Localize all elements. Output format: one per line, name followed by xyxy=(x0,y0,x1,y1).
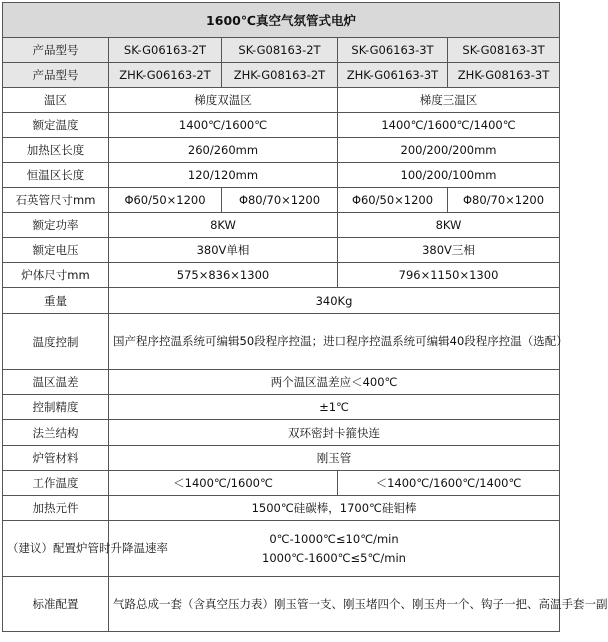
row-label: 温度控制 xyxy=(3,314,109,370)
table-cell: ZHK-G06163-2T xyxy=(109,63,222,88)
table-row xyxy=(3,471,560,496)
table-cell: 260/260mm xyxy=(109,138,338,163)
row-label: 恒温区长度 xyxy=(3,163,109,188)
table-cell: 梯度双温区 xyxy=(109,88,338,113)
table-row xyxy=(3,38,560,63)
table-row xyxy=(3,521,560,577)
table-cell: SK-G08163-2T xyxy=(222,38,338,63)
table-row xyxy=(3,188,560,213)
table-cell: 国产程序控温系统可编辑50段程序控温；进口程序控温系统可编辑40段程序控温（选配） xyxy=(109,314,560,370)
table-cell: ZHK-G08163-2T xyxy=(222,63,338,88)
table-cell: 8KW xyxy=(338,213,560,238)
row-label: 温区 xyxy=(3,88,109,113)
row-label: 炉体尺寸mm xyxy=(3,263,109,288)
table-cell: 刚玉管 xyxy=(109,446,560,471)
title-row xyxy=(3,3,560,38)
table-cell: 200/200/200mm xyxy=(338,138,560,163)
table-cell: 1400℃/1600℃ xyxy=(109,113,338,138)
table-row xyxy=(3,63,560,88)
table-cell xyxy=(109,521,560,577)
table-cell: Φ60/50×1200 xyxy=(109,188,222,213)
row-label: 额定温度 xyxy=(3,113,109,138)
table-row xyxy=(3,395,560,420)
ramp-rate-line: 0℃-1000℃≤10℃/min xyxy=(269,531,399,546)
row-label: 重量 xyxy=(3,288,109,314)
row-label: 工作温度 xyxy=(3,471,109,496)
table-cell: 8KW xyxy=(109,213,338,238)
table-row xyxy=(3,113,560,138)
table-row xyxy=(3,370,560,395)
table-cell: 梯度三温区 xyxy=(338,88,560,113)
table-row xyxy=(3,446,560,471)
table-cell: 380V单相 xyxy=(109,238,338,263)
table-row xyxy=(3,314,560,370)
table-cell: ±1℃ xyxy=(109,395,560,420)
table-title: 1600℃真空气氛管式电炉 xyxy=(3,3,560,38)
table-cell: ZHK-G06163-3T xyxy=(338,63,448,88)
table-row xyxy=(3,577,560,632)
table-cell: 100/200/100mm xyxy=(338,163,560,188)
table-cell: Φ80/70×1200 xyxy=(222,188,338,213)
table-row xyxy=(3,163,560,188)
table-cell: SK-G08163-3T xyxy=(448,38,560,63)
table-row xyxy=(3,138,560,163)
table-cell: 796×1150×1300 xyxy=(338,263,560,288)
spec-sheet xyxy=(2,2,608,632)
table-cell: ZHK-G08163-3T xyxy=(448,63,560,88)
row-label: 炉管材料 xyxy=(3,446,109,471)
row-label: 产品型号 xyxy=(3,38,109,63)
table-cell: 120/120mm xyxy=(109,163,338,188)
row-label: 额定电压 xyxy=(3,238,109,263)
table-cell: Φ80/70×1200 xyxy=(448,188,560,213)
table-cell: 380V三相 xyxy=(338,238,560,263)
row-label: 加热元件 xyxy=(3,496,109,521)
table-cell: 575×836×1300 xyxy=(109,263,338,288)
table-cell: 双环密封卡箍快连 xyxy=(109,420,560,446)
row-label: 温区温差 xyxy=(3,370,109,395)
spec-table xyxy=(2,2,608,632)
table-row xyxy=(3,496,560,521)
table-cell: 1400℃/1600℃/1400℃ xyxy=(338,113,560,138)
table-row xyxy=(3,213,560,238)
table-cell: 340Kg xyxy=(109,288,560,314)
row-label: （建议）配置炉管时升降温速率 xyxy=(3,521,109,577)
table-cell: SK-G06163-3T xyxy=(338,38,448,63)
row-label: 标准配置 xyxy=(3,577,109,632)
table-cell: 1500℃硅碳棒，1700℃硅钼棒 xyxy=(109,496,560,521)
table-row xyxy=(3,263,560,288)
row-label: 法兰结构 xyxy=(3,420,109,446)
ramp-rate-line: 1000℃-1600℃≤5℃/min xyxy=(262,550,406,565)
table-row xyxy=(3,88,560,113)
table-row xyxy=(3,238,560,263)
table-cell: 两个温区温差应＜400℃ xyxy=(109,370,560,395)
row-label: 额定功率 xyxy=(3,213,109,238)
row-label: 产品型号 xyxy=(3,63,109,88)
table-cell: ＜1400℃/1600℃ xyxy=(109,471,338,496)
table-cell: Φ60/50×1200 xyxy=(338,188,448,213)
table-cell: ＜1400℃/1600℃/1400℃ xyxy=(338,471,560,496)
row-label: 加热区长度 xyxy=(3,138,109,163)
row-label: 控制精度 xyxy=(3,395,109,420)
table-row xyxy=(3,288,560,314)
row-label: 石英管尺寸mm xyxy=(3,188,109,213)
table-cell: 气路总成一套（含真空压力表）刚玉管一支、刚玉堵四个、刚玉舟一个、钩子一把、高温手套一副 xyxy=(109,577,560,632)
table-row xyxy=(3,420,560,446)
table-cell: SK-G06163-2T xyxy=(109,38,222,63)
